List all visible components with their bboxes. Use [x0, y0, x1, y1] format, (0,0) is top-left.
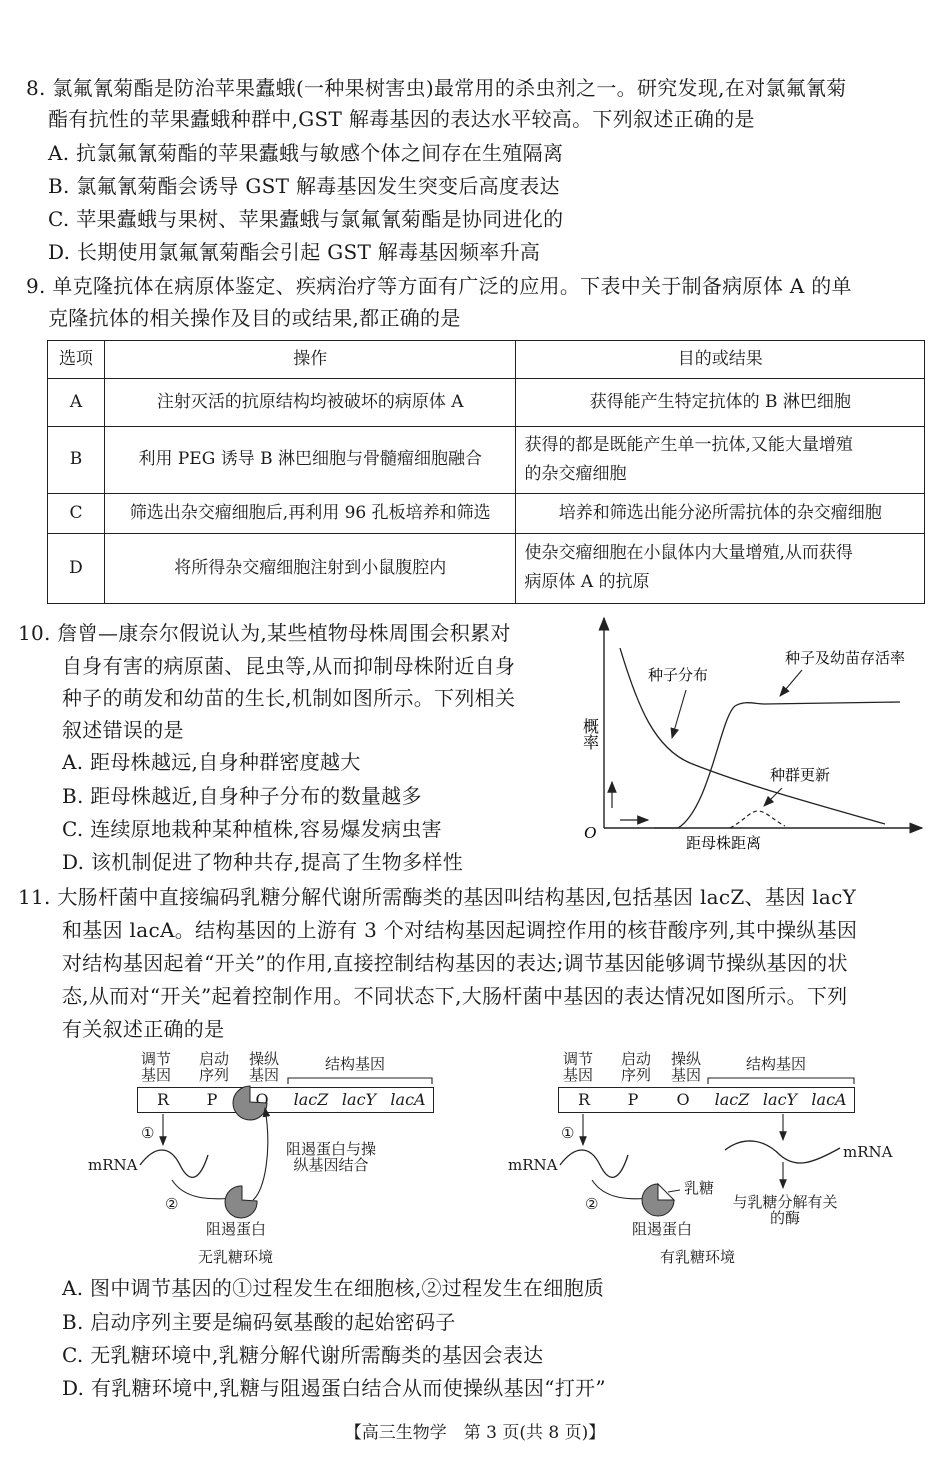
mrna-label: mRNA — [88, 1156, 138, 1174]
q8-option-c[interactable]: C. 苹果蠹蛾与果树、苹果蠹蛾与氯氟氰菊酯是协同进化的 — [48, 207, 564, 231]
label-text: 操纵基因 — [670, 1050, 701, 1084]
q8-stem-line2: 酯有抗性的苹果蠹蛾种群中,GST 解毒基因的表达水平较高。下列叙述正确的是 — [48, 107, 755, 131]
q11-stem-line4: 态,从而对“开关”起着控制作用。不同状态下,大肠杆菌中基因的表达情况如图所示。下列 — [62, 984, 848, 1008]
gene-r: R — [137, 1087, 189, 1113]
table-header-row — [48, 341, 925, 379]
gene-lacy: lacY — [335, 1087, 384, 1113]
q9-table — [47, 340, 925, 604]
enzyme-note-text: 与乳糖分解有关的酶 — [732, 1193, 838, 1227]
q11-option-a[interactable]: A. 图中调节基因的①过程发生在细胞核,②过程发生在细胞质 — [62, 1276, 605, 1300]
label-text: 调节基因 — [140, 1050, 171, 1084]
table-row — [48, 426, 925, 493]
row-result: 培养和筛选出能分泌所需抗体的杂交瘤细胞 — [516, 493, 925, 533]
row-option: B — [48, 426, 105, 493]
pointer-renewal — [764, 788, 782, 806]
row-result — [516, 426, 925, 493]
q10-option-b[interactable]: B. 距母株越近,自身种子分布的数量越多 — [62, 784, 422, 808]
structural-brace — [288, 1078, 432, 1084]
gene-lacy: lacY — [756, 1087, 805, 1113]
bound-repressor-icon — [233, 1086, 267, 1120]
row-option: D — [48, 533, 105, 603]
q9-stem-line2: 克隆抗体的相关操作及目的或结果,都正确的是 — [48, 306, 461, 330]
pointer-survival — [780, 670, 802, 696]
gene-p: P — [608, 1087, 659, 1113]
q11-stem-line3: 对结构基因起着“开关”的作用,直接控制结构基因的表达;调节基因能够调节操纵基因的状 — [62, 951, 848, 975]
label-text: 启动序列 — [198, 1050, 229, 1084]
y-axis-label: 概率 — [580, 718, 600, 750]
q11-option-c[interactable]: C. 无乳糖环境中,乳糖分解代谢所需酶类的基因会表达 — [62, 1343, 544, 1367]
table-header-result: 目的或结果 — [516, 341, 925, 379]
binding-note-text: 阻遏蛋白与操纵基因结合 — [286, 1140, 377, 1174]
gene-r: R — [558, 1087, 610, 1113]
row-operation: 利用 PEG 诱导 B 淋巴细胞与骨髓瘤细胞融合 — [104, 426, 516, 493]
q10-graph — [570, 608, 940, 858]
row-operation: 将所得杂交瘤细胞注射到小鼠腹腔内 — [104, 533, 516, 603]
mrna-label: mRNA — [508, 1156, 558, 1174]
x-axis-label: 距母株距离 — [686, 834, 762, 852]
row-result-line2: 的杂交瘤细胞 — [524, 463, 627, 484]
repressor-icon — [225, 1186, 257, 1218]
lactose-icon — [658, 1184, 674, 1200]
lactose-pointer — [668, 1190, 680, 1192]
population-renewal-curve — [730, 811, 785, 828]
origin-label: O — [584, 823, 597, 842]
table-row — [48, 378, 925, 426]
q10-stem-line4: 叙述错误的是 — [62, 718, 184, 742]
mrna-wave — [140, 1150, 208, 1177]
mrna-structural-wave — [725, 1141, 840, 1163]
repressor-label: 阻遏蛋白 — [206, 1220, 267, 1238]
row-result-line2: 病原体 A 的抗原 — [524, 572, 650, 593]
q8-option-a[interactable]: A. 抗氯氟氰菊酯的苹果蠹蛾与敏感个体之间存在生殖隔离 — [48, 141, 564, 165]
label-structural-genes: 结构基因 — [746, 1055, 807, 1073]
gene-o: O — [237, 1087, 288, 1113]
q10-option-d[interactable]: D. 该机制促进了物种共存,提高了生物多样性 — [62, 850, 463, 874]
gene-laca: lacA — [383, 1087, 434, 1113]
q11-stem-line2: 和基因 lacA。结构基因的上游有 3 个对结构基因起调控作用的核苷酸序列,其中操纵基因 — [62, 918, 858, 942]
q11-option-d[interactable]: D. 有乳糖环境中,乳糖与阻遏蛋白结合从而使操纵基因“打开” — [62, 1376, 606, 1400]
q11-option-b[interactable]: B. 启动序列主要是编码氨基酸的起始密码子 — [62, 1310, 456, 1334]
mrna-structural-label: mRNA — [843, 1143, 893, 1161]
table-header-operation: 操作 — [104, 341, 516, 379]
q10-stem-line3: 种子的萌发和幼苗的生长,机制如图所示。下列相关 — [62, 686, 516, 710]
q10-option-a[interactable]: A. 距母株越远,自身种群密度越大 — [62, 750, 361, 774]
repressor-label: 阻遏蛋白 — [632, 1220, 693, 1238]
q11-stem-line5: 有关叙述正确的是 — [62, 1017, 225, 1041]
gene-lacz: lacZ — [287, 1087, 336, 1113]
diagram-left-drawing — [60, 1040, 460, 1240]
row-result-line1: 获得的都是既能产生单一抗体,又能大量增殖 — [524, 434, 853, 455]
page-footer: 【高三生物学 第 3 页(共 8 页)】 — [344, 1423, 606, 1443]
row-option: A — [48, 378, 105, 426]
q8-stem-line1: 8. 氯氟氰菊酯是防治苹果蠹蛾(一种果树害虫)最常用的杀虫剂之一。研究发现,在对氯氟氰菊 — [26, 76, 847, 100]
step2-label: ② — [165, 1195, 179, 1213]
pointer-seed — [672, 690, 686, 738]
label-structural-genes: 结构基因 — [325, 1055, 386, 1073]
step2-label: ② — [585, 1195, 599, 1213]
enzyme-note — [730, 1195, 840, 1227]
label-survival-rate: 种子及幼苗存活率 — [785, 649, 906, 667]
step1-label: ① — [141, 1124, 155, 1142]
row-result — [516, 533, 925, 603]
row-result: 获得能产生特定抗体的 B 淋巴细胞 — [516, 378, 925, 426]
survival-curve — [654, 702, 900, 828]
caption-no-lactose: 无乳糖环境 — [198, 1248, 274, 1266]
row-option: C — [48, 493, 105, 533]
q10-option-c[interactable]: C. 连续原地栽种某种植株,容易爆发病虫害 — [62, 817, 442, 841]
table-header-option: 选项 — [48, 341, 105, 379]
row-result-line1: 使杂交瘤细胞在小鼠体内大量增殖,从而获得 — [524, 543, 853, 564]
q10-stem-line1: 10. 詹曾—康奈尔假说认为,某些植物母株周围会积累对 — [18, 621, 511, 645]
gene-p: P — [187, 1087, 238, 1113]
structural-brace — [708, 1078, 854, 1084]
label-seed-distribution: 种子分布 — [648, 666, 709, 684]
row-operation: 筛选出杂交瘤细胞后,再利用 96 孔板培养和筛选 — [104, 493, 516, 533]
arrow-binding — [253, 1108, 268, 1200]
label-text: 操纵基因 — [248, 1050, 279, 1084]
binding-note — [286, 1142, 376, 1174]
step1-label: ① — [561, 1124, 575, 1142]
table-row — [48, 493, 925, 533]
gene-o: O — [658, 1087, 709, 1113]
q10-stem-line2: 自身有害的病原菌、昆虫等,从而抑制母株附近自身 — [62, 654, 516, 678]
gene-lacz: lacZ — [708, 1087, 757, 1113]
label-text: 调节基因 — [562, 1050, 593, 1084]
q11-stem-line1: 11. 大肠杆菌中直接编码乳糖分解代谢所需酶类的基因叫结构基因,包括基因 lacZ、基因 lacY — [18, 885, 857, 909]
q8-option-b[interactable]: B. 氯氟氰菊酯会诱导 GST 解毒基因发生突变后高度表达 — [48, 174, 560, 198]
row-operation: 注射灭活的抗原结构均被破坏的病原体 A — [104, 378, 516, 426]
label-population-renewal: 种群更新 — [770, 766, 831, 784]
label-text: 启动序列 — [620, 1050, 651, 1084]
caption-with-lactose: 有乳糖环境 — [660, 1248, 736, 1266]
q9-stem-line1: 9. 单克隆抗体在病原体鉴定、疾病治疗等方面有广泛的应用。下表中关于制备病原体 A 的单 — [26, 274, 852, 298]
mrna-wave — [560, 1150, 628, 1177]
q8-option-d[interactable]: D. 长期使用氯氟氰菊酯会引起 GST 解毒基因频率升高 — [48, 240, 541, 264]
table-row — [48, 533, 925, 603]
gene-laca: lacA — [804, 1087, 855, 1113]
lactose-label: 乳糖 — [684, 1179, 715, 1197]
